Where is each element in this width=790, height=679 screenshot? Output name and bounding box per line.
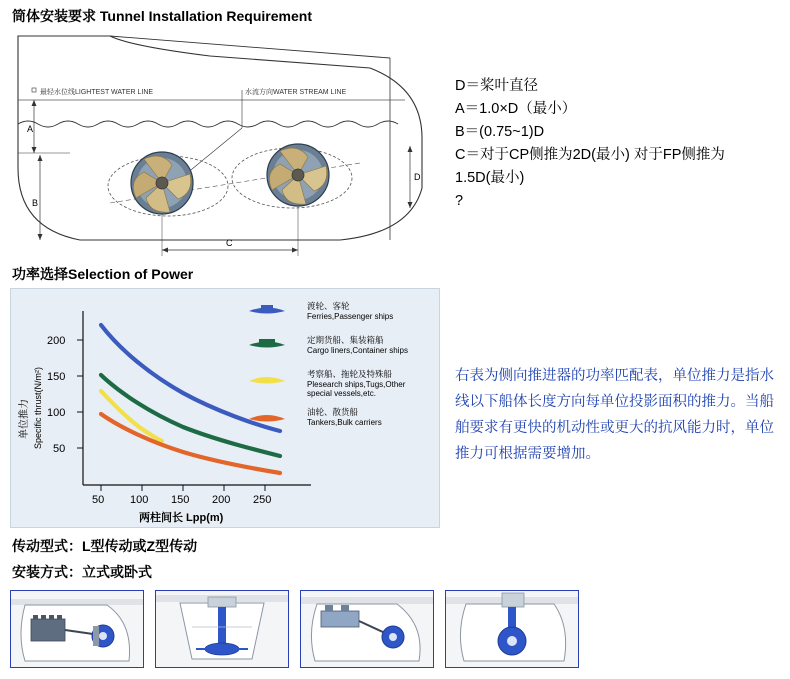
mount-type-line: 安装方式：立式或卧式 xyxy=(12,564,152,580)
drive-type-line: 传动型式：L型传动或Z型传动 xyxy=(12,538,198,554)
y-tick-group xyxy=(47,335,83,455)
legend-label-cargo-cn: 定期货船、集装箱船 xyxy=(307,335,384,345)
power-note-paragraph: 右表为侧向推进器的功率匹配表，单位推力是指水线以下船体长度方向每单位投影面积的推力。当船舶要求有更快的机动性或更大的抗风能力时，单位推力可根据需要增加。 xyxy=(455,368,774,462)
x-tick-50: 50 xyxy=(92,494,105,506)
x-tick-200: 200 xyxy=(212,494,231,506)
legend-label-research-en2: special vessels,etc. xyxy=(307,389,376,398)
y-axis-title-en: Specific thrust(N/m²) xyxy=(33,366,43,449)
legend-swatch-ferries-top xyxy=(261,305,273,310)
thumb-horizontal-l-drive[interactable] xyxy=(10,590,144,668)
x-axis-title: 两柱间长 Lpp(m) xyxy=(139,512,224,524)
formula-line-a: A＝1.0×D（最小） xyxy=(455,101,577,117)
formula-line-c: C＝对于CP侧推为2D(最小) 对于FP侧推为1.5D(最小) xyxy=(455,147,725,186)
thruster-right xyxy=(267,144,329,206)
tunnel-formula-block xyxy=(455,75,765,213)
legend-swatch-tankers xyxy=(249,415,285,422)
specific-thrust-chart xyxy=(10,288,440,528)
installation-thumbnail-row xyxy=(10,590,580,668)
tunnel-installation-diagram xyxy=(10,28,440,258)
dim-c-arrow-right xyxy=(292,248,298,253)
y-axis-title-cn: 单位推力 xyxy=(19,399,30,439)
power-section-title: 功率选择Selection of Power xyxy=(12,266,194,282)
legend-label-cargo-en: Cargo liners,Container ships xyxy=(307,346,408,355)
thumb-horizontal-motor[interactable] xyxy=(300,590,434,668)
x-tick-group xyxy=(92,485,271,506)
thumb-vertical-z-drive[interactable] xyxy=(155,590,289,668)
legend-label-tankers-en: Tankers,Bulk carriers xyxy=(307,418,382,427)
x-tick-100: 100 xyxy=(130,494,149,506)
dim-b-arrow-bottom xyxy=(38,234,43,240)
y-tick-50: 50 xyxy=(53,443,66,455)
dim-a-label: A xyxy=(27,124,34,134)
chart-legend xyxy=(249,301,408,427)
formula-line-b: B＝(0.75~1)D xyxy=(455,124,545,140)
legend-swatch-cargo-top xyxy=(259,339,275,344)
formula-line-d: D＝桨叶直径 xyxy=(455,78,538,94)
thumb-vertical-motor[interactable] xyxy=(445,590,579,668)
dim-c-arrow-left xyxy=(162,248,168,253)
dim-c-label: C xyxy=(226,238,233,248)
x-tick-150: 150 xyxy=(171,494,190,506)
legend-label-ferries-en: Ferries,Passenger ships xyxy=(307,312,394,321)
legend-label-research-cn: 考察船、拖轮及特殊船 xyxy=(307,369,393,379)
label-lightest-water-line: 最轻水位线LIGHTEST WATER LINE xyxy=(40,89,154,96)
y-tick-150: 150 xyxy=(47,371,66,383)
tunnel-diagram-svg xyxy=(10,28,440,258)
label-water-stream-line: 水流方向WATER STREAM LINE xyxy=(245,89,347,96)
legend-swatch-research xyxy=(249,377,285,384)
formula-line-extra: ? xyxy=(455,193,464,209)
tunnel-section-title: 筒体安装要求 Tunnel Installation Requirement xyxy=(12,8,312,24)
y-tick-200: 200 xyxy=(47,335,66,347)
legend-label-ferries-cn: 渡轮、客轮 xyxy=(307,301,350,311)
specific-thrust-chart-svg xyxy=(11,289,439,527)
y-tick-100: 100 xyxy=(47,407,66,419)
legend-label-research-en: Plesearch ships,Tugs,Other xyxy=(307,380,406,389)
x-tick-250: 250 xyxy=(253,494,272,506)
thruster-left xyxy=(131,152,193,214)
dim-b-label: B xyxy=(32,198,39,208)
legend-label-tankers-cn: 油轮、散货船 xyxy=(307,407,359,417)
hull-outline xyxy=(18,36,422,240)
dim-d-label: D xyxy=(414,172,421,182)
